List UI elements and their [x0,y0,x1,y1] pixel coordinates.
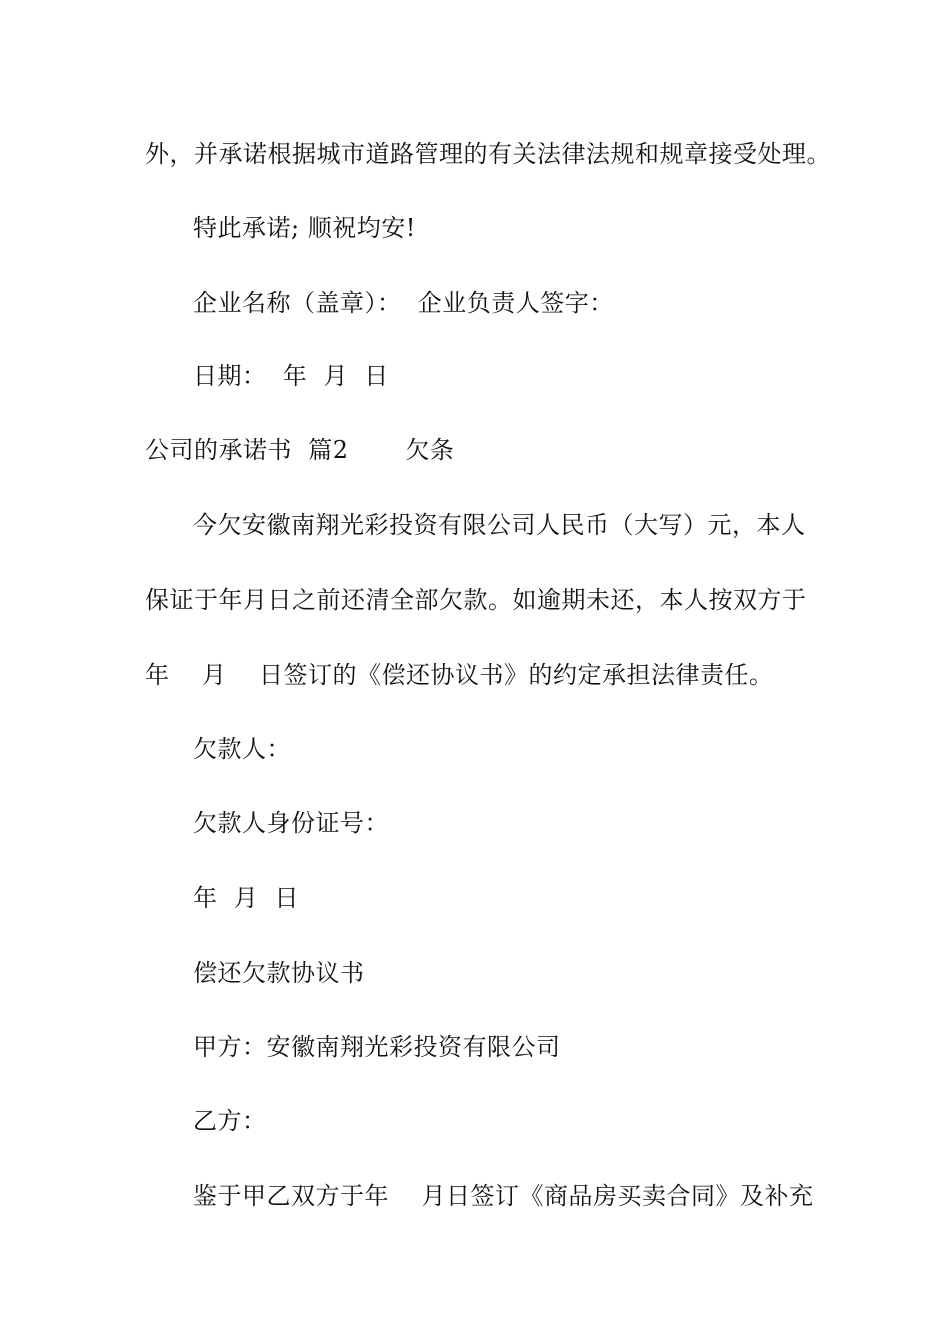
paragraph-line: 特此承诺; 顺祝均安! [193,214,416,242]
paragraph-line: 外，并承诺根据城市道路管理的有关法律法规和规章接受处理。 [145,140,831,168]
date-line: 年 月 日 [193,884,300,912]
paragraph-line: 鉴于甲乙双方于年 月日签订《商品房买卖合同》及补充 [193,1182,814,1210]
party-a-line: 甲方：安徽南翔光彩投资有限公司 [193,1033,561,1061]
date-line: 日期： 年 月 日 [193,362,389,390]
paragraph-line: 年 月 日签订的《偿还协议书》的约定承担法律责任。 [145,661,774,689]
debtor-id-label: 欠款人身份证号： [193,809,389,837]
debtor-label: 欠款人： [193,735,291,763]
section-heading: 公司的承诺书 篇2 欠条 [145,436,455,464]
paragraph-line: 今欠安徽南翔光彩投资有限公司人民币（大写）元，本人 [193,511,806,539]
agreement-title: 偿还欠款协议书 [193,959,365,987]
party-b-line: 乙方： [193,1107,267,1135]
paragraph-line: 企业名称（盖章）： 企业负责人签字： [193,289,614,317]
paragraph-line: 保证于年月日之前还清全部欠款。如逾期未还，本人按双方于 [145,586,807,614]
